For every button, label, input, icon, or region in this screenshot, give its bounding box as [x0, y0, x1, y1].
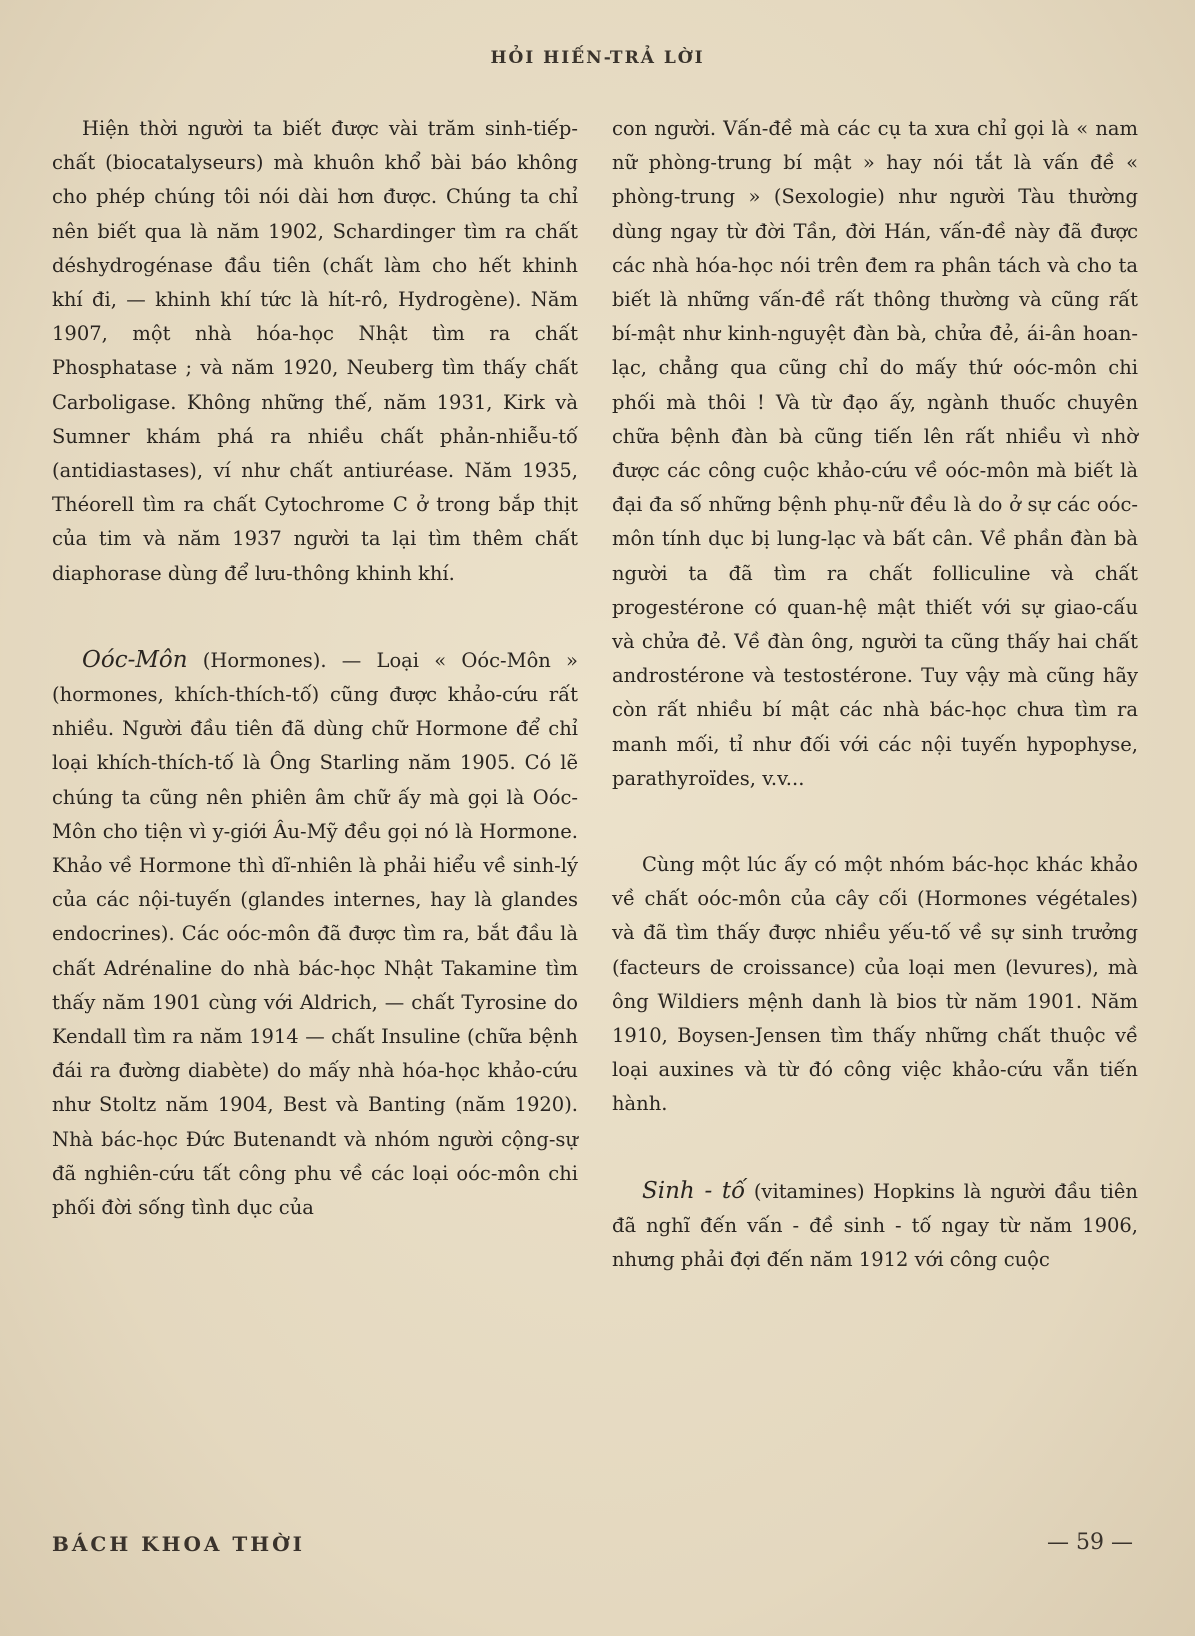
left-column: [52, 112, 578, 1225]
right-column: [612, 112, 1138, 1277]
paragraph-gap: [612, 796, 1138, 848]
section-title-hormones: Oóc-Môn: [82, 646, 188, 673]
paragraph-gap: [52, 591, 578, 643]
paragraph-hormones: [52, 643, 578, 1225]
paragraph-biocatalysts: Hiện thời người ta biết được vài trăm sinh-tiếp-chất (biocatalyseurs) mà khuôn khổ bài báo không cho phép chúng tôi nói dài hơn được. Chúng ta chỉ nên biết qua là năm 1902, Schardinger tìm ra chất déshydrogénase đầu tiên (chất làm cho hết khinh khí đi, — khinh khí tức là hít-rô, Hydrogène). Năm 1907, một nhà hóa-học Nhật tìm ra chất Phosphatase ; và năm 1920, Neuberg tìm thấy chất Carboligase. Không những thế, năm 1931, Kirk và Sumner khám phá ra nhiều chất phản-nhiễu-tố (antidiastases), ví như chất antiuréase. Năm 1935, Théorell tìm ra chất Cytochrome C ở trong bắp thịt của tim và năm 1937 người ta lại tìm thêm chất diaphorase dùng để lưu-thông khinh khí.: [52, 117, 578, 585]
footer-page-number: — 59 —: [1047, 1530, 1133, 1555]
running-head: HỎI HIẾN-TRẢ LỜI: [490, 48, 705, 68]
paragraph-vitamins-text: (vitamines) Hopkins là người đầu tiên đã nghĩ đến vấn - đề sinh - tố ngay từ năm 1906, nhưng phải đợi đến năm 1912 với công cuộc: [612, 1179, 1138, 1272]
paragraph-sexology: con người. Vấn-đề mà các cụ ta xưa chỉ gọi là « nam nữ phòng-trung bí mật » hay nói tắt là vấn đề « phòng-trung » (Sexologie) như người Tàu thường dùng ngay từ đời Tần, đời Hán, vấn-đề này đã được các nhà hóa-học nói trên đem ra phân tách và cho ta biết là những vấn-đề rất thông thường và cũng rất bí-mật như kinh-nguyệt đàn bà, chửa đẻ, ái-ân hoan-lạc, chẳng qua cũng chỉ do mấy thứ oóc-môn chi phối mà thôi ! Và từ đạo ấy, ngành thuốc chuyên chữa bệnh đàn bà cũng tiến lên rất nhiều vì nhờ được các công cuộc khảo-cứu về oóc-môn mà biết là đại đa số những bệnh phụ-nữ đều là do ở sự các oóc-môn tính dục bị lung-lạc và bất cân. Về phần đàn bà người ta đã tìm ra chất folliculine và chất progestérone có quan-hệ mật thiết với sự giao-cấu và chửa đẻ. Về đàn ông, người ta cũng thấy hai chất androstérone và testostérone. Tuy vậy mà cũng hãy còn rất nhiều bí mật các nhà bác-học chưa tìm ra manh mối, tỉ như đối với các nội tuyến hypophyse, parathyroïdes, v.v...: [612, 117, 1138, 790]
footer-magazine-name: BÁCH KHOA THỜI: [52, 1532, 305, 1556]
paragraph-gap: [612, 1122, 1138, 1174]
section-title-vitamins: Sinh - tố: [642, 1177, 746, 1204]
paragraph-hormones-text: (Hormones). — Loại « Oóc-Môn » (hormones, khích-thích-tố) cũng được khảo-cứu rất nhiều. Người đầu tiên đã dùng chữ Hormone để chỉ loại khích-thích-tố là Ông Starling năm 1905. Có lẽ chúng ta cũng nên phiên âm chữ ấy mà gọi là Oóc-Môn cho tiện vì y-giới Âu-Mỹ đều gọi nó là Hormone. Khảo về Hormone thì dĩ-nhiên là phải hiểu về sinh-lý của các nội-tuyến (glandes internes, hay là glandes endocrines). Các oóc-môn đã được tìm ra, bắt đầu là chất Adrénaline do nhà bác-học Nhật Takamine tìm thấy năm 1901 cùng với Aldrich, — chất Tyrosine do Kendall tìm ra năm 1914 — chất Insuline (chữa bệnh đái ra đường diabète) do mấy nhà hóa-học khảo-cứu như Stoltz năm 1904, Best và Banting (năm 1920). Nhà bác-học Đức Butenandt và nhóm người cộng-sự đã nghiên-cứu tất công phu về các loại oóc-môn chi phối đời sống tình dục của: [52, 648, 578, 1220]
paragraph-vitamins: [612, 1174, 1138, 1278]
paragraph-plant-hormones: Cùng một lúc ấy có một nhóm bác-học khác khảo về chất oóc-môn của cây cối (Hormones végétales) và đã tìm thấy được nhiều yếu-tố về sự sinh trưởng (facteurs de croissance) của loại men (levures), mà ông Wildiers mệnh danh là bios từ năm 1901. Năm 1910, Boysen-Jensen tìm thấy những chất thuộc về loại auxines và từ đó công việc khảo-cứu vẫn tiến hành.: [612, 853, 1138, 1116]
